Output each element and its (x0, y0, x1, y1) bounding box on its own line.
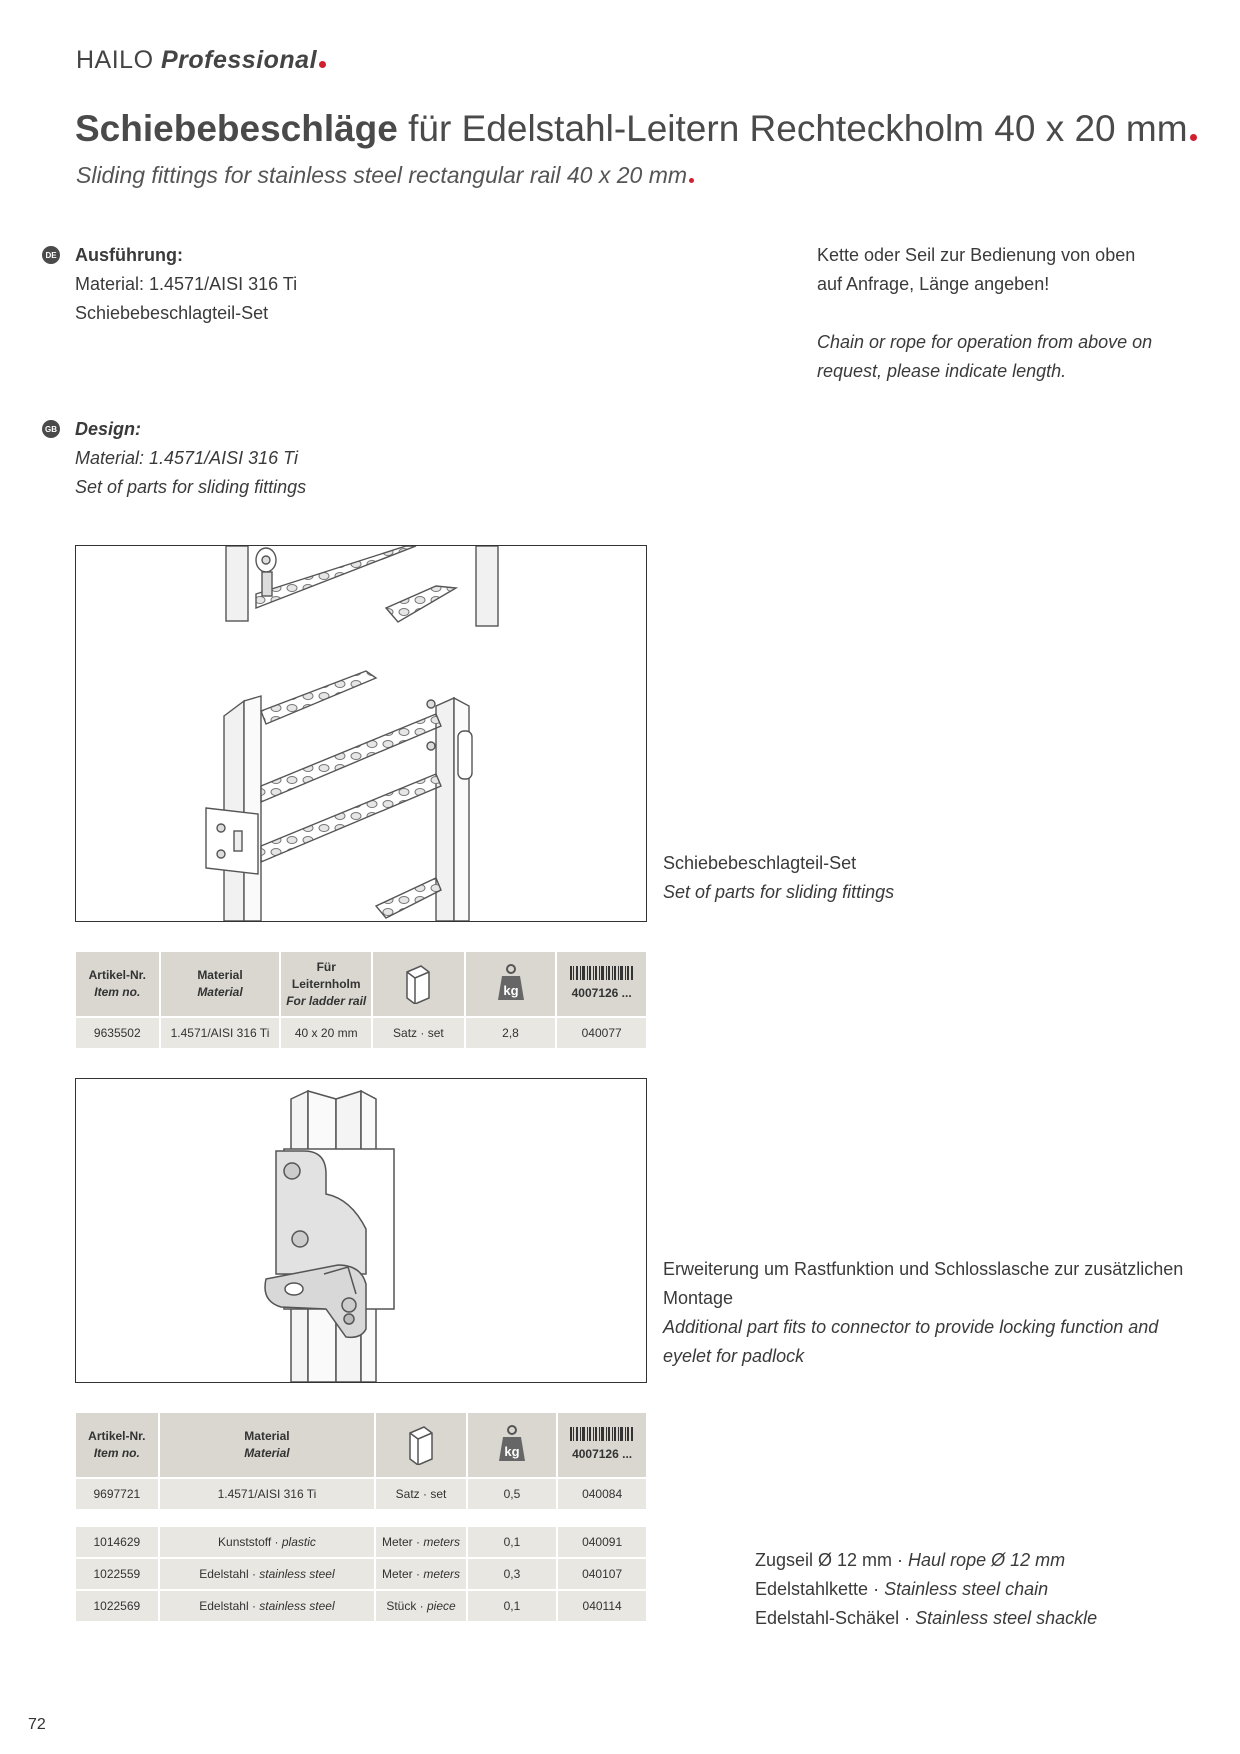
accessories-list (755, 1546, 1097, 1633)
caption2-en-1: Additional part fits to connector to provide locking function and (663, 1317, 1159, 1337)
col-material: Material Material (160, 1413, 375, 1477)
weight-icon (466, 952, 556, 1016)
cell-weight: 0,3 (468, 1559, 556, 1589)
cell-ean: 040107 (558, 1559, 646, 1589)
image2-caption (663, 1255, 1183, 1371)
title-bold: Schiebebeschläge (75, 108, 398, 149)
cell-weight: 0,1 (468, 1591, 556, 1621)
subtitle-text: Sliding fittings for stainless steel rectangular rail 40 x 20 mm (76, 162, 688, 188)
sliding-fittings-image (75, 545, 647, 922)
brand-logo (76, 46, 326, 75)
cell-article: 1022559 (76, 1559, 158, 1589)
cell-article: 1022569 (76, 1591, 158, 1621)
gb-block (75, 415, 306, 502)
caption2-de-1: Erweiterung um Rastfunktion und Schlosslasche zur zusätzlichen (663, 1259, 1184, 1279)
brand-plain: HAILO (76, 46, 154, 74)
table-row (76, 1591, 646, 1621)
cell-ean: 040091 (558, 1527, 646, 1557)
title-dot (1190, 134, 1197, 141)
cell-material: Kunststoff · plastic (160, 1527, 375, 1557)
barcode-icon (570, 1427, 634, 1441)
cell-unit: Stück · piece (376, 1591, 466, 1621)
brand-dot (319, 61, 326, 68)
cell-weight: 0,1 (468, 1527, 556, 1557)
cell-weight: 2,8 (466, 1018, 556, 1048)
de-flag-icon: DE (42, 246, 60, 264)
accessory-chain: Edelstahlkette · Stainless steel chain (755, 1579, 1049, 1599)
de-block (75, 241, 297, 328)
gb-flag-icon: GB (42, 420, 60, 438)
cell-material: 1.4571/AISI 316 Ti (160, 1479, 375, 1509)
ladder-illustration (76, 546, 646, 921)
package-icon (376, 1413, 466, 1477)
locking-extension-image (75, 1078, 647, 1383)
col-article: Artikel-Nr. Item no. (76, 952, 159, 1016)
cell-rail: 40 x 20 mm (281, 1018, 371, 1048)
note-de-2: auf Anfrage, Länge angeben! (817, 274, 1050, 294)
svg-text:kg: kg (502, 982, 519, 998)
table1-header (76, 952, 646, 1016)
cell-unit: Meter · meters (376, 1527, 466, 1557)
col-barcode: 4007126 ... (557, 952, 646, 1016)
table-row (76, 1559, 646, 1589)
caption1-en: Set of parts for sliding fittings (663, 882, 895, 902)
gb-line1: Material: 1.4571/AISI 316 Ti (75, 448, 298, 468)
title-rest: für Edelstahl-Leitern Rechteckholm 40 x 20 mm (397, 108, 1188, 149)
cell-article: 9635502 (76, 1018, 159, 1048)
page-title (75, 108, 1197, 150)
operation-note (817, 241, 1152, 386)
cell-material: Edelstahl · stainless steel (160, 1559, 375, 1589)
cell-article: 9697721 (76, 1479, 158, 1509)
cell-ean: 040077 (557, 1018, 646, 1048)
page-subtitle (76, 162, 694, 189)
package-icon (373, 952, 464, 1016)
table-row (76, 1479, 646, 1509)
locking-bracket-illustration (76, 1079, 646, 1382)
cell-ean: 040114 (558, 1591, 646, 1621)
cell-material: Edelstahl · stainless steel (160, 1591, 375, 1621)
note-en-2: request, please indicate length. (817, 361, 1067, 381)
gb-line2: Set of parts for sliding fittings (75, 477, 307, 497)
caption1-de: Schiebebeschlagteil-Set (663, 853, 857, 873)
cell-ean: 040084 (558, 1479, 646, 1509)
cell-weight: 0,5 (468, 1479, 556, 1509)
table2-header (76, 1413, 646, 1477)
cell-material: 1.4571/AISI 316 Ti (161, 1018, 280, 1048)
cell-unit: Satz · set (376, 1479, 466, 1509)
gb-heading: Design: (75, 419, 142, 439)
de-heading: Ausführung: (75, 245, 183, 265)
subtitle-dot (689, 178, 694, 183)
accessory-haul-rope: Zugseil Ø 12 mm · Haul rope Ø 12 mm (755, 1550, 1066, 1570)
brand-italic: Professional (160, 46, 318, 74)
note-en-1: Chain or rope for operation from above on (817, 332, 1153, 352)
de-line2: Schiebebeschlagteil-Set (75, 303, 269, 323)
table-row (76, 1527, 646, 1557)
page-number: 72 (28, 1716, 46, 1733)
weight-icon (468, 1413, 556, 1477)
col-article: Artikel-Nr. Item no. (76, 1413, 158, 1477)
cell-unit: Satz · set (373, 1018, 464, 1048)
col-material: Material Material (161, 952, 280, 1016)
col-barcode: 4007126 ... (558, 1413, 646, 1477)
table-row (76, 1018, 646, 1048)
cell-article: 1014629 (76, 1527, 158, 1557)
col-rail: Für Leiternholm For ladder rail (281, 952, 371, 1016)
product-table-1 (74, 950, 648, 1050)
barcode-icon (570, 966, 634, 980)
caption2-de-2: Montage (663, 1288, 734, 1308)
caption2-en-2: eyelet for padlock (663, 1346, 805, 1366)
accessory-shackle: Edelstahl-Schäkel · Stainless steel shackle (755, 1608, 1098, 1628)
cell-unit: Meter · meters (376, 1559, 466, 1589)
de-line1: Material: 1.4571/AISI 316 Ti (75, 274, 298, 294)
note-de-1: Kette oder Seil zur Bedienung von oben (817, 245, 1136, 265)
image1-caption (663, 849, 894, 907)
svg-text:kg: kg (504, 1443, 520, 1459)
product-table-2 (74, 1411, 648, 1623)
